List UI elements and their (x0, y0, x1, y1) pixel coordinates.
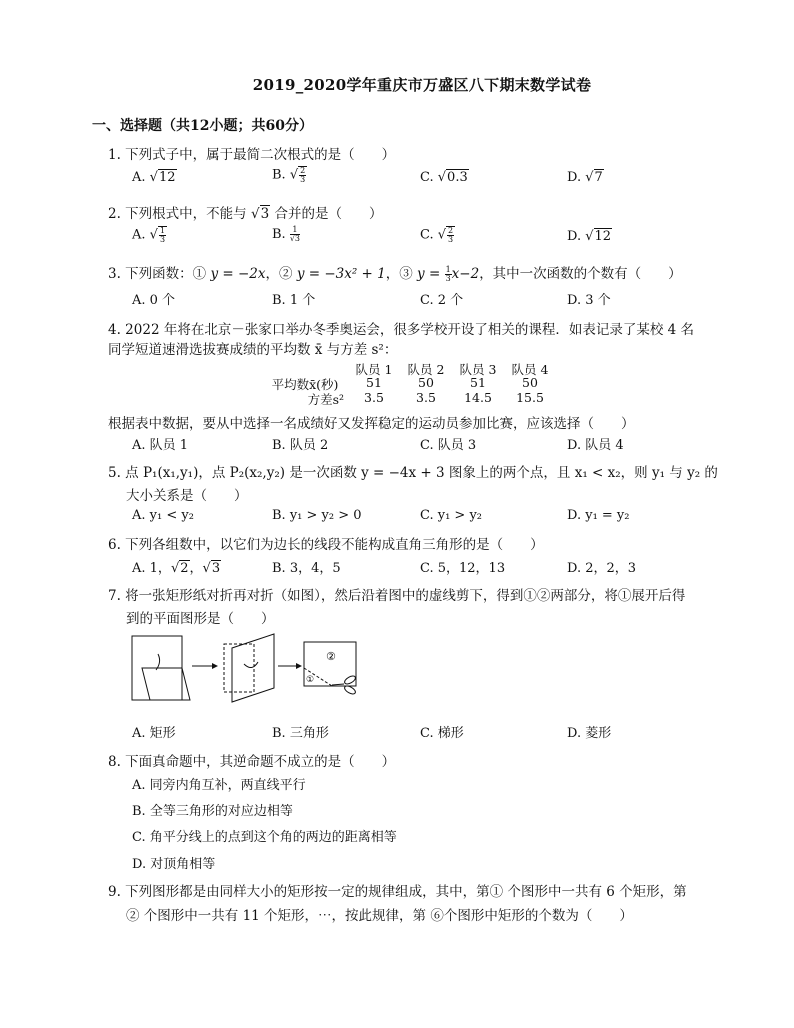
q7-option-d[interactable]: D. 菱形 (567, 726, 612, 741)
table-header-player-1: 队员 1 (355, 362, 393, 377)
q4-option-d[interactable]: D. 队员 4 (567, 438, 624, 453)
question-8-stem: 8. 下面真命题中，其逆命题不成立的是（ ） (108, 754, 396, 770)
question-5-line-2: 大小关系是（ ） (126, 488, 248, 504)
q7-option-b[interactable]: B. 三角形 (272, 726, 329, 741)
q5-option-b[interactable]: B. y₁ > y₂ > 0 (272, 508, 362, 523)
question-7-line-1: 7. 将一张矩形纸对折再对折（如图），然后沿着图中的虚线剪下，得到①②两部分，将①展开后得 (108, 588, 686, 604)
fold-arrow-2 (244, 662, 258, 668)
table-row-mean-label: 平均数x̄(秒) (271, 377, 339, 392)
q8-option-b[interactable]: B. 全等三角形的对应边相等 (132, 804, 293, 819)
q8-option-c[interactable]: C. 角平分线上的点到这个角的两边的距离相等 (132, 830, 397, 845)
question-5-line-1: 5. 点 P₁(x₁,y₁)，点 P₂(x₂,y₂) 是一次函数 y = −4x + 3 图象上的两个点，且 x₁ < x₂，则 y₁ 与 y₂ 的 (108, 465, 718, 481)
table-cell: 50 (418, 375, 434, 390)
table-cell: 15.5 (516, 390, 544, 405)
folding-diagram (128, 632, 368, 708)
question-4-line-2: 同学短道速滑选拔赛成绩的平均数 x̄ 与方差 s²： (108, 342, 398, 358)
section-heading: 一、选择题（共12小题；共60分） (92, 118, 313, 134)
fold-dashed-1 (132, 668, 182, 700)
paper-step-2-dashed (224, 644, 254, 692)
table-cell: 51 (470, 375, 486, 390)
scissors-icon (332, 674, 357, 695)
arrow-2-head (296, 663, 302, 669)
table-header-player-4: 队员 4 (511, 362, 549, 377)
q6-option-a[interactable]: A. 1，√2，√3 (132, 561, 221, 576)
question-1-stem: 1. 下列式子中，属于最简二次根式的是（ ） (108, 147, 396, 163)
label-part-2: ② (326, 650, 336, 663)
q8-option-d[interactable]: D. 对顶角相等 (132, 857, 216, 872)
q1-option-c[interactable]: C. √0.3 (420, 170, 468, 185)
q7-option-c[interactable]: C. 梯形 (420, 726, 464, 741)
folded-flap-1 (142, 668, 190, 700)
question-4-line-1: 4. 2022 年将在北京－张家口举办冬季奥运会，很多学校开设了相关的课程．如表记录了某校 4 名 (108, 322, 694, 338)
q3-option-b[interactable]: B. 1 个 (272, 293, 316, 308)
question-3-stem: 3. 下列函数：① y = −2x，② y = −3x² + 1，③ y = $\frac{1}{3}$ x−2，其中一次函数的个数有（ ） (108, 265, 682, 283)
q3-option-d[interactable]: D. 3 个 (567, 293, 611, 308)
label-part-1: ① (306, 675, 315, 685)
table-cell: 50 (522, 375, 538, 390)
q8-option-a[interactable]: A. 同旁内角互补，两直线平行 (132, 778, 306, 793)
q5-option-c[interactable]: C. y₁ > y₂ (420, 508, 483, 523)
arrow-1-head (212, 663, 218, 669)
q5-option-d[interactable]: D. y₁ = y₂ (567, 508, 630, 523)
q2-option-a[interactable]: A. √ $\frac{1}{3}$ (132, 226, 166, 244)
q3-option-a[interactable]: A. 0 个 (132, 293, 176, 308)
q3-option-c[interactable]: C. 2 个 (420, 293, 464, 308)
q6-option-b[interactable]: B. 3，4，5 (272, 561, 341, 576)
q1-option-d[interactable]: D. √7 (567, 170, 603, 185)
q4-option-a[interactable]: A. 队员 1 (132, 438, 189, 453)
q2-option-d[interactable]: D. √12 (567, 229, 612, 244)
q2-option-b[interactable]: B. $\frac{1}{√3}$ (272, 225, 301, 243)
q6-option-d[interactable]: D. 2，2，3 (567, 561, 637, 576)
paper-step-2 (232, 634, 274, 702)
table-cell: 3.5 (364, 390, 384, 405)
q7-option-a[interactable]: A. 矩形 (132, 726, 176, 741)
q6-option-c[interactable]: C. 5，12，13 (420, 561, 506, 576)
table-header-player-2: 队员 2 (407, 362, 445, 377)
q1-option-a[interactable]: A. √12 (132, 170, 176, 185)
q2-option-c[interactable]: C. √ $\frac{2}{3}$ (420, 226, 454, 244)
question-9-line-1: 9. 下列图形都是由同样大小的矩形按一定的规律组成，其中，第① 个图形中一共有 6 个矩形，第 (108, 884, 687, 900)
question-7-line-2: 到的平面图形是（ ） (126, 611, 275, 627)
q4-option-c[interactable]: C. 队员 3 (420, 438, 477, 453)
table-cell: 3.5 (416, 390, 436, 405)
question-2-stem: 2. 下列根式中，不能与 √3 合并的是（ ） (108, 206, 383, 222)
q4-option-b[interactable]: B. 队员 2 (272, 438, 329, 453)
question-9-line-2: ② 个图形中一共有 11 个矩形，⋯，按此规律，第 ⑥个图形中矩形的个数为（ ） (126, 908, 633, 924)
question-4-line-3: 根据表中数据，要从中选择一名成绩好又发挥稳定的运动员参加比赛，应该选择（ ） (108, 416, 635, 432)
table-row-variance-label: 方差s² (307, 392, 344, 407)
q5-option-a[interactable]: A. y₁ < y₂ (132, 508, 194, 523)
table-header-player-3: 队员 3 (459, 362, 497, 377)
question-6-stem: 6. 下列各组数中，以它们为边长的线段不能构成直角三角形的是（ ） (108, 537, 544, 553)
table-cell: 51 (366, 375, 382, 390)
page-title: 2019_2020学年重庆市万盛区八下期末数学试卷 (252, 76, 592, 94)
q1-option-b[interactable]: B. √ $\frac{2}{3}$ (272, 166, 306, 184)
table-cell: 14.5 (464, 390, 492, 405)
